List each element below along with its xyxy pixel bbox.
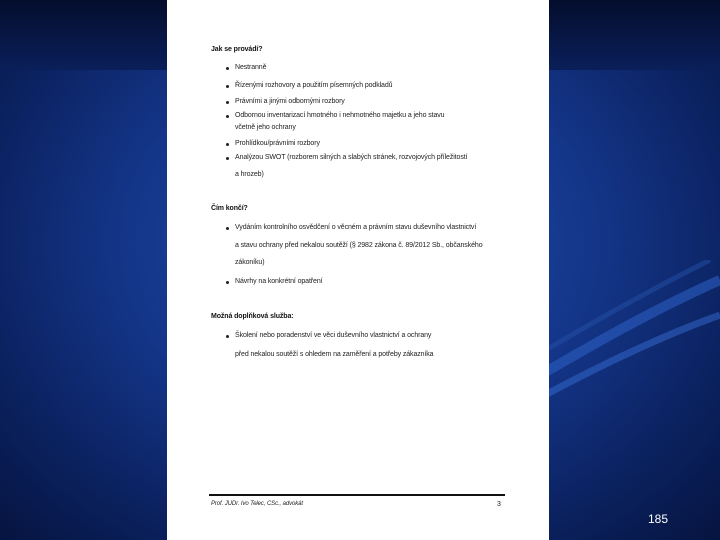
bullet-icon xyxy=(226,85,229,88)
list-item-continuation: zákoníku) xyxy=(235,259,265,266)
bullet-icon xyxy=(226,227,229,230)
list-item-continuation: a stavu ochrany před nekalou soutěží (§ 2982 zákona č. 89/2012 Sb., občanského xyxy=(235,242,483,249)
footer-divider xyxy=(209,494,505,496)
list-item: Školení nebo poradenství ve věci duševního vlastnictví a ochrany xyxy=(235,332,432,339)
list-item: Nestranně xyxy=(235,64,267,71)
bullet-icon xyxy=(226,281,229,284)
section-heading-ends: Čím končí? xyxy=(211,205,248,212)
bullet-icon xyxy=(226,157,229,160)
list-item: Analýzou SWOT (rozborem silných a slabých stránek, rozvojových příležitostí xyxy=(235,154,468,161)
list-item-continuation: a hrozeb) xyxy=(235,171,264,178)
section-heading-how: Jak se provádí? xyxy=(211,46,263,53)
section-heading-extra-service: Možná doplňková služba: xyxy=(211,313,294,320)
footer-page-number: 3 xyxy=(497,501,501,508)
footer-author: Prof. JUDr. Ivo Telec, CSc., advokát xyxy=(211,501,303,507)
bullet-icon xyxy=(226,143,229,146)
list-item-continuation: včetně jeho ochrany xyxy=(235,124,296,131)
bullet-icon xyxy=(226,335,229,338)
bullet-icon xyxy=(226,115,229,118)
list-item-continuation: před nekalou soutěží s ohledem na zaměření a potřeby zákazníka xyxy=(235,351,434,358)
bullet-icon xyxy=(226,67,229,70)
bullet-icon xyxy=(226,101,229,104)
list-item: Návrhy na konkrétní opatření xyxy=(235,278,323,285)
list-item: Právními a jinými odbornými rozbory xyxy=(235,98,345,105)
list-item: Řízenými rozhovory a použitím písemných podkladů xyxy=(235,82,393,89)
list-item: Vydáním kontrolního osvědčení o věcném a právním stavu duševního vlastnictví xyxy=(235,224,477,231)
slide-number: 185 xyxy=(648,512,669,526)
list-item: Prohlídkou/právními rozbory xyxy=(235,140,320,147)
list-item: Odbornou inventarizací hmotného i nehmotného majetku a jeho stavu xyxy=(235,112,445,119)
document-page xyxy=(167,0,549,540)
